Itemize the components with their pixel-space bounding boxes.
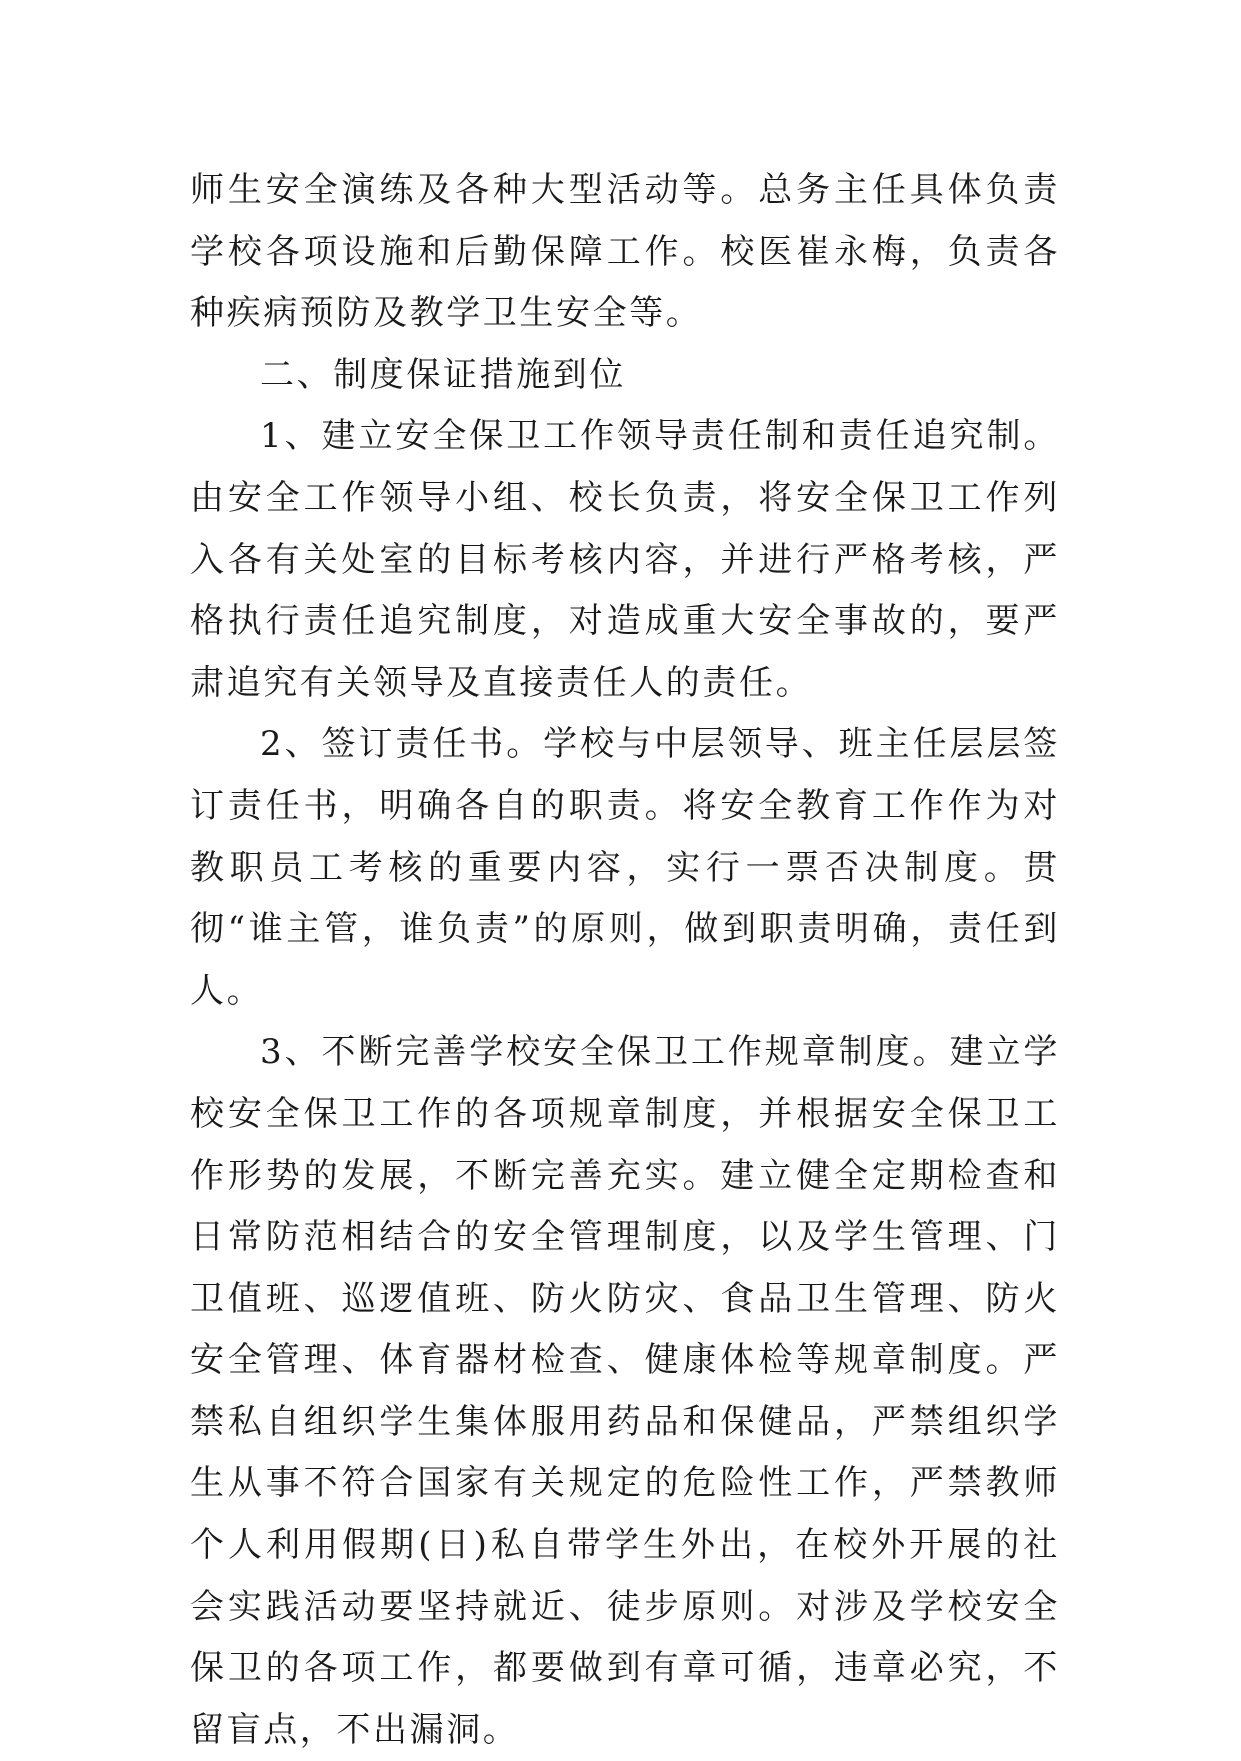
paragraph-safety-roles: 师生安全演练及各种大型活动等。总务主任具体负责学校各项设施和后勤保障工作。校医崔永梅，负责各种疾病预防及教学卫生安全等。 (190, 170, 1060, 334)
paragraph-responsibility-letter: 2、签订责任书。学校与中层领导、班主任层层签订责任书，明确各自的职责。将安全教育工作作为对教职员工考核的重要内容，实行一票否决制度。贯彻“谁主管，谁负责”的原则，做到职责明确，责任到人。 (190, 724, 1060, 1011)
paragraph-rules-improvement: 3、不断完善学校安全保卫工作规章制度。建立学校安全保卫工作的各项规章制度，并根据安全保卫工作形势的发展，不断完善充实。建立健全定期检查和日常防范相结合的安全管理制度，以及学生管理、门卫值班、巡逻值班、防火防灾、食品卫生管理、防火安全管理、体育器材检查、健康体检等规章制度。严禁私自组织学生集体服用药品和保健品，严禁组织学生从事不符合国家有关规定的危险性工作，严禁教师个人利用假期(日)私自带学生外出，在校外开展的社会实践活动要坚持就近、徒步原则。对涉及学校安全保卫的各项工作，都要做到有章可循，违章必究，不留盲点，不出漏洞。 (190, 1032, 1060, 1750)
paragraph-responsibility-system: 1、建立安全保卫工作领导责任制和责任追究制。由安全工作领导小组、校长负责，将安全保卫工作列入各有关处室的目标考核内容，并进行严格考核，严格执行责任追究制度，对造成重大安全事故的，要严肃追究有关领导及直接责任人的责任。 (190, 416, 1060, 703)
document-body (190, 160, 1060, 1761)
section-heading-system-guarantee: 二、制度保证措施到位 (260, 354, 626, 395)
